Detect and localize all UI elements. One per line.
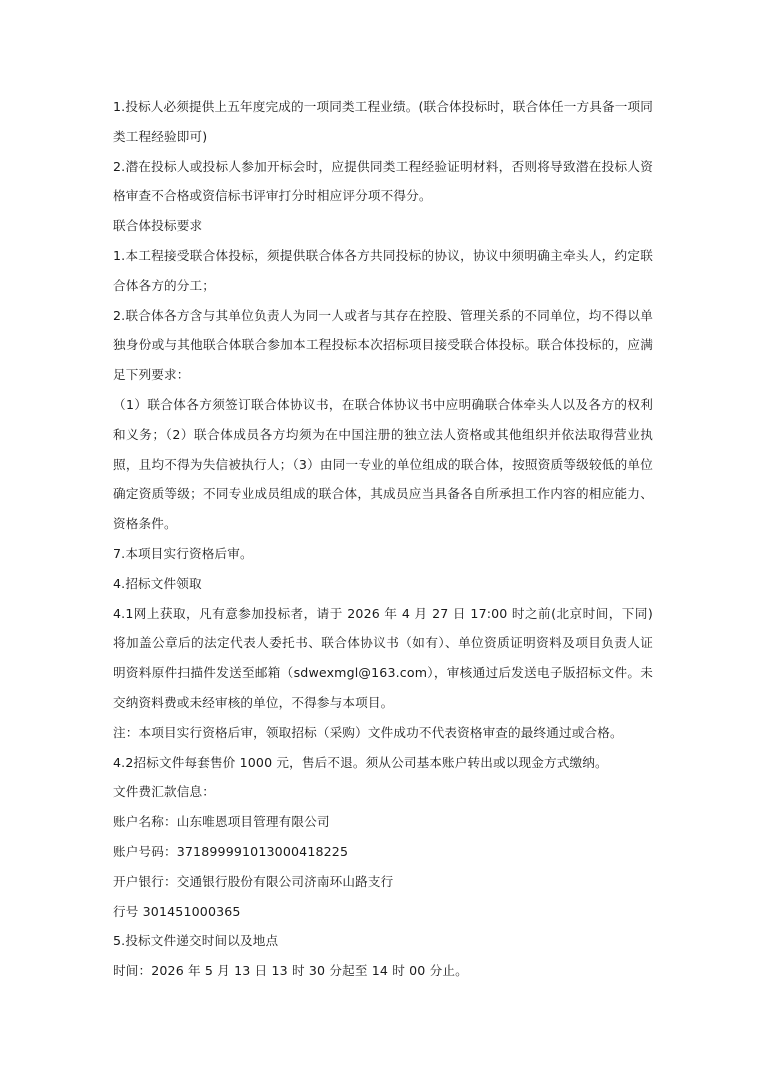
paragraph-performance-requirement: 1.投标人必须提供上五年度完成的一项同类工程业绩。(联合体投标时，联合体任一方具备一项同类工程经验即可) — [113, 99, 653, 144]
document-body — [113, 92, 653, 986]
paragraph-post-qualification: 7.本项目实行资格后审。 — [113, 545, 253, 561]
submission-time: 时间：2026 年 5 月 13 日 13 时 30 分起至 14 时 00 分止。 — [113, 963, 468, 979]
account-name: 账户名称：山东唯恩项目管理有限公司 — [113, 814, 330, 830]
paragraph-consortium-accepted: 1.本工程接受联合体投标，须提供联合体各方共同投标的协议，协议中须明确主牵头人，约定联合体各方的分工； — [113, 247, 653, 293]
section-heading-obtain-documents: 4.招标文件领取 — [113, 575, 202, 591]
label-remittance-info: 文件费汇款信息： — [113, 784, 215, 800]
paragraph-opening-proof: 2.潜在投标人或投标人参加开标会时，应提供同类工程经验证明材料，否则将导致潜在投标人资格审查不合格或资信标书评审打分时相应评分项不得分。 — [113, 158, 653, 204]
bank-code: 行号 301451000365 — [113, 903, 241, 919]
paragraph-document-price: 4.2招标文件每套售价 1000 元，售后不退。须从公司基本账户转出或以现金方式缴纳。 — [113, 754, 608, 770]
section-heading-submission: 5.投标文件递交时间以及地点 — [113, 933, 279, 949]
bank-name: 开户银行：交通银行股份有限公司济南环山路支行 — [113, 873, 394, 889]
account-number: 账户号码：371899991013000418225 — [113, 843, 349, 859]
paragraph-consortium-restrictions: 2.联合体各方含与其单位负责人为同一人或者与其存在控股、管理关系的不同单位，均不得以单独身份或与其他联合体联合参加本工程投标本次招标项目接受联合体投标。联合体投标的，应满足下列要求： — [113, 307, 653, 383]
paragraph-online-acquisition: 4.1网上获取，凡有意参加投标者，请于 2026 年 4 月 27 日 17:00 时之前(北京时间，下同)将加盖公章后的法定代表人委托书、联合体协议书（如有）、单位资质证明资料及项目负责人证明资料原件扫描件发送至邮箱（sdwexmgl@163.com），审核通过后发送电子版招标文件。未交纳资料费或未经审核的单位，不得参与本项目。 — [113, 605, 653, 710]
paragraph-note: 注：本项目实行资格后审，领取招标（采购）文件成功不代表资格审查的最终通过或合格。 — [113, 724, 623, 740]
paragraph-consortium-conditions: （1）联合体各方须签订联合体协议书，在联合体协议书中应明确联合体牵头人以及各方的权利和义务；（2）联合体成员各方均须为在中国注册的独立法人资格或其他组织并依法取得营业执照，且均不得为失信被执行人；（3）由同一专业的单位组成的联合体，按照资质等级较低的单位确定资质等级；不同专业成员组成的联合体，其成员应当具备各自所承担工作内容的相应能力、资格条件。 — [113, 396, 653, 532]
section-heading-consortium: 联合体投标要求 — [113, 218, 203, 234]
